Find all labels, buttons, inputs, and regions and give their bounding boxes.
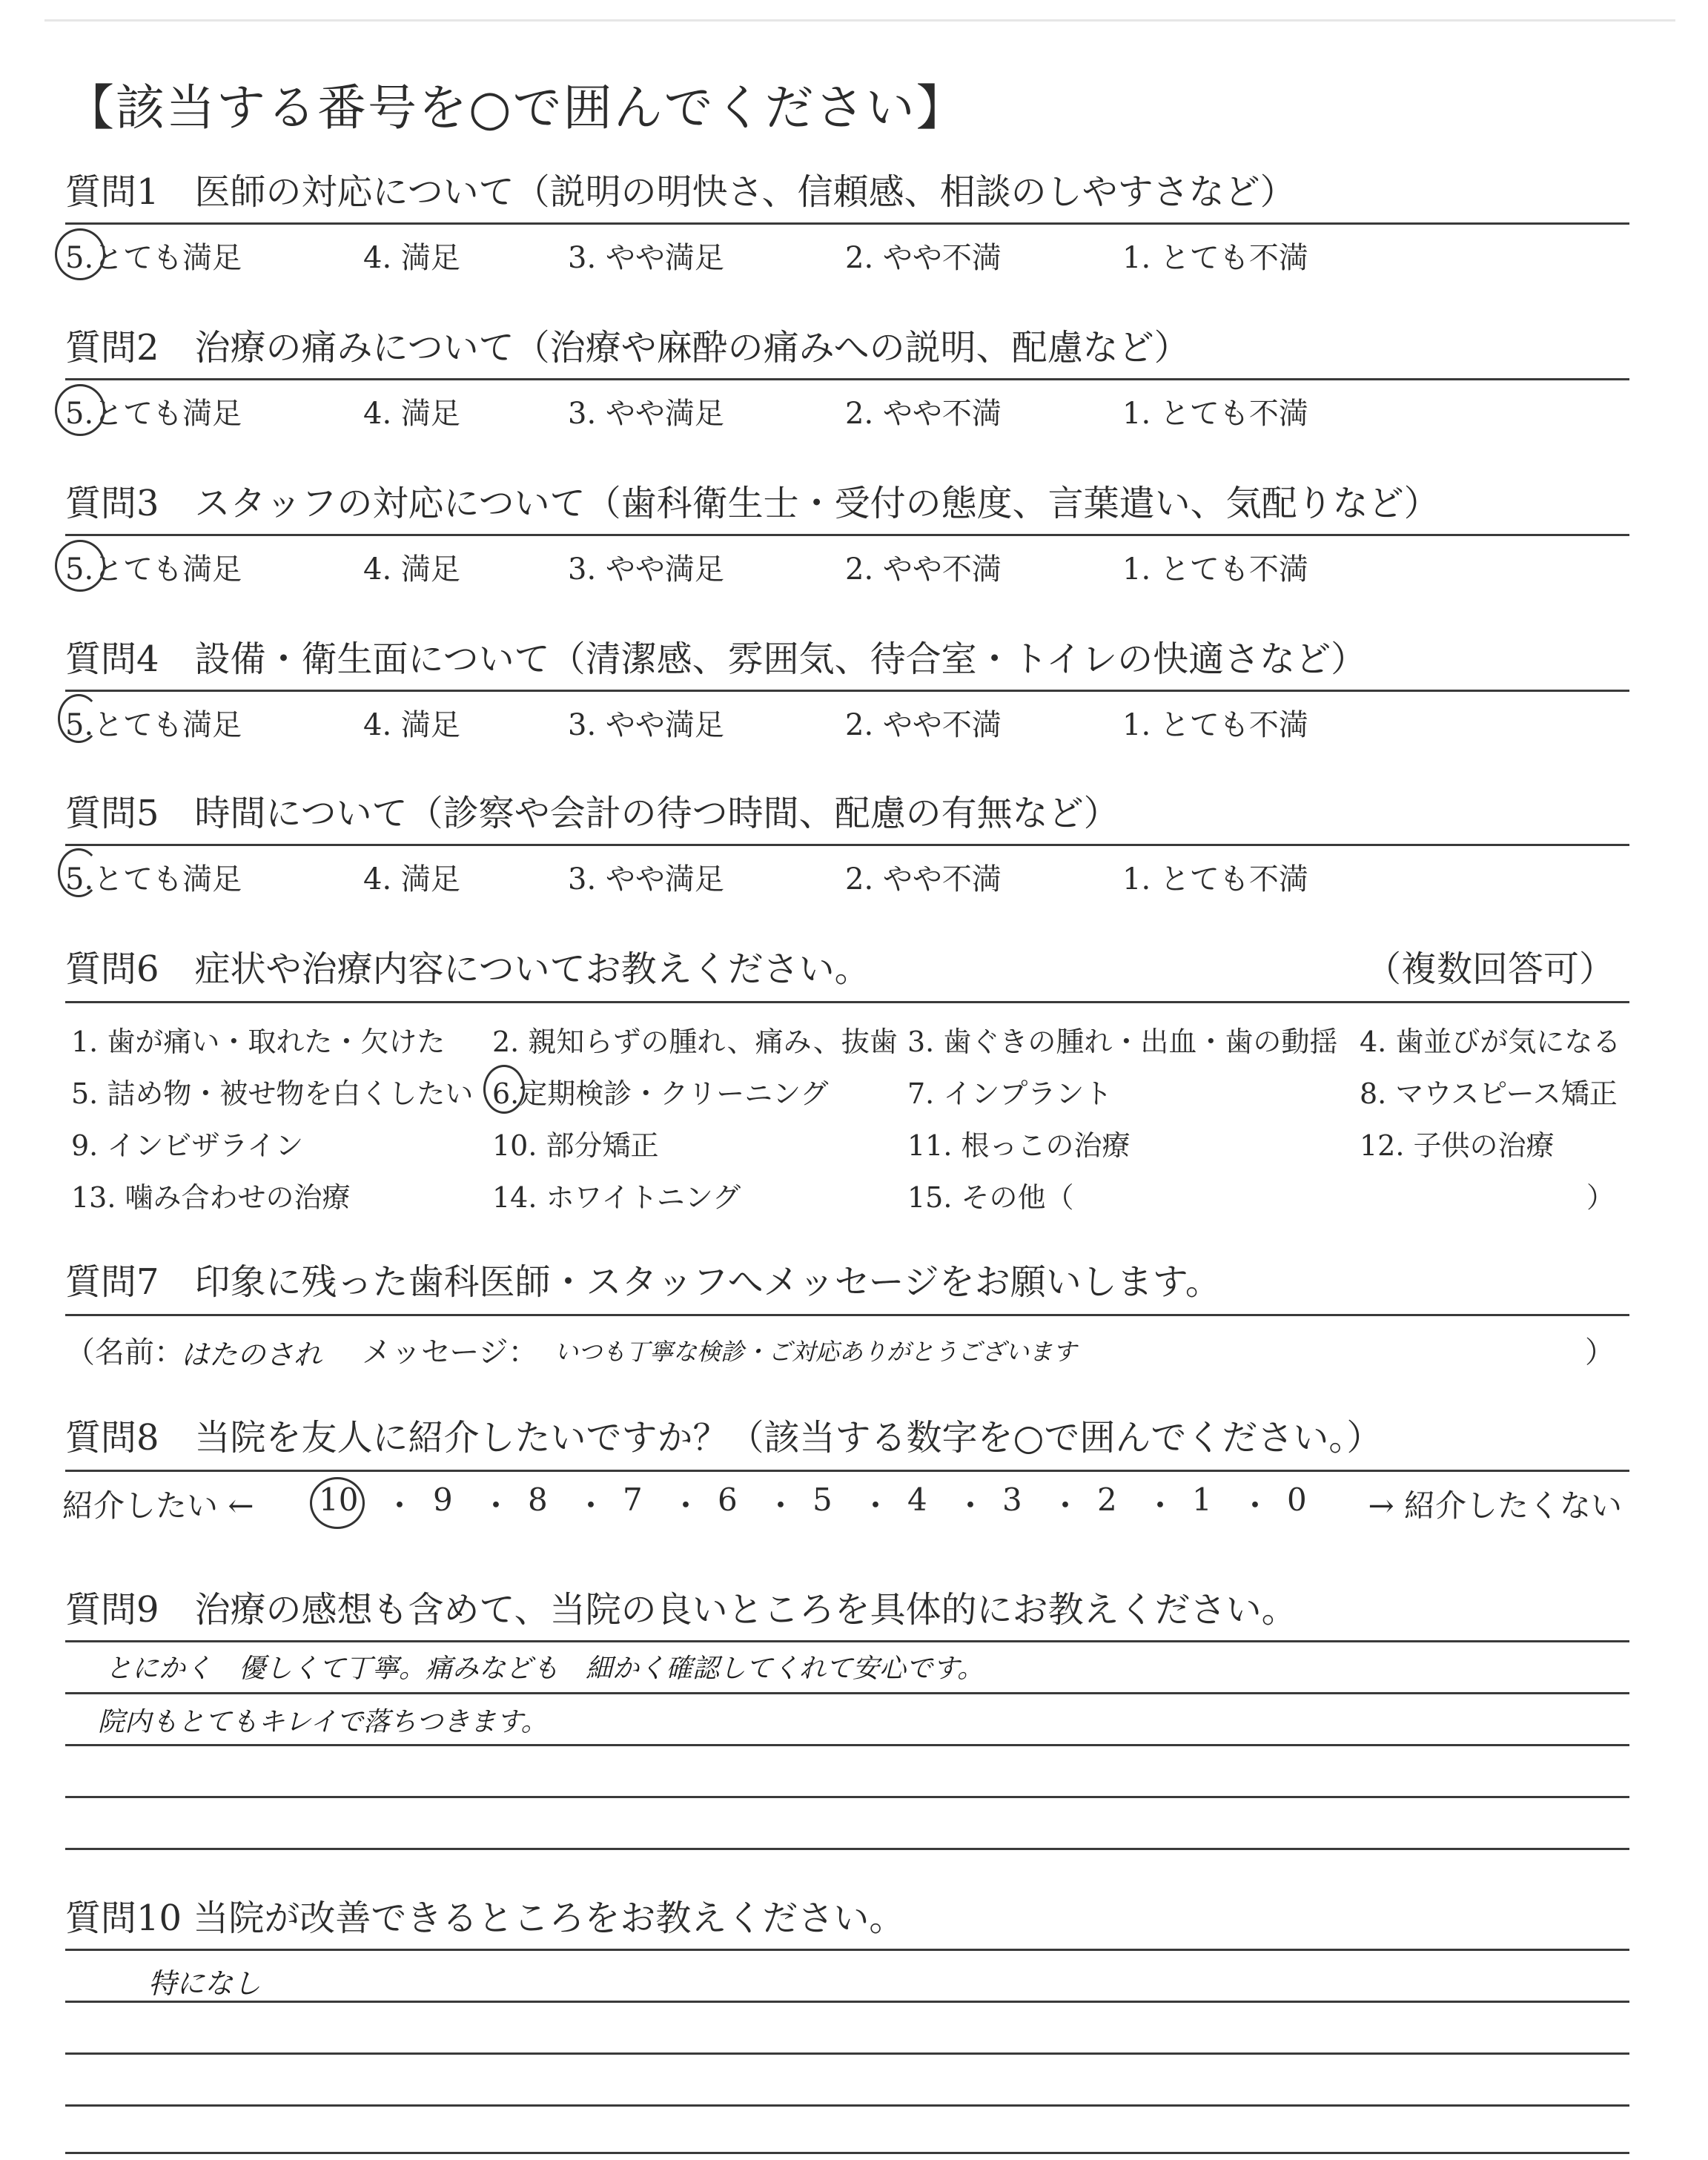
option-4[interactable]: 4. 満足	[363, 552, 460, 587]
scale-5[interactable]: 5	[812, 1482, 833, 1518]
answer-rule	[65, 2104, 1629, 2107]
top-edge-line	[44, 19, 1675, 22]
scale-4[interactable]: 4	[907, 1482, 927, 1518]
option-5[interactable]: 5.とても満足	[65, 552, 242, 587]
selection-circle	[58, 694, 99, 743]
option-1[interactable]: 1. とても不満	[1122, 241, 1308, 275]
question-3-title: 質問3 スタッフの対応について（歯科衛生士・受付の態度、言葉遣い、気配りなど）	[65, 483, 1440, 524]
scale-8[interactable]: 8	[528, 1482, 548, 1518]
name-label: （名前：	[65, 1335, 184, 1370]
option-2[interactable]: 2. やや不満	[845, 241, 1002, 275]
question-2-title: 質問2 治療の痛みについて（治療や麻酔の痛みへの説明、配慮など）	[65, 327, 1190, 369]
option-2[interactable]: 2. やや不満	[845, 708, 1002, 742]
selection-circle	[483, 1065, 525, 1114]
option-2[interactable]: 2. やや不満	[845, 862, 1002, 896]
scale-dot: ・	[670, 1487, 702, 1524]
q6-option-11[interactable]: 11. 根っこの治療	[907, 1129, 1131, 1162]
scale-2[interactable]: 2	[1097, 1482, 1117, 1518]
question-4	[65, 635, 1629, 742]
scale-6[interactable]: 6	[718, 1482, 738, 1518]
multiple-answers-note: （複数回答可）	[1365, 948, 1615, 990]
question-5-rule	[65, 844, 1629, 846]
q6-option-13[interactable]: 13. 噛み合わせの治療	[71, 1181, 351, 1214]
scale-dot: ・	[860, 1487, 892, 1524]
option-4[interactable]: 4. 満足	[363, 397, 460, 431]
question-4-title: 質問4 設備・衛生面について（清潔感、雰囲気、待合室・トイレの快適さなど）	[65, 638, 1367, 680]
scale-right-label: → 紹介したくない	[1368, 1487, 1622, 1524]
q6-option-14[interactable]: 14. ホワイトニング	[492, 1181, 741, 1214]
answer-rule	[65, 1949, 1629, 1951]
q6-option-12[interactable]: 12. 子供の治療	[1360, 1129, 1555, 1162]
option-4[interactable]: 4. 満足	[363, 708, 460, 742]
scale-dot: ・	[480, 1487, 512, 1524]
option-2[interactable]: 2. やや不満	[845, 397, 1002, 431]
answer-rule	[65, 2001, 1629, 2003]
question-6-title: 質問6 症状や治療内容についてお教えください。	[65, 948, 870, 990]
answer-rule	[65, 1640, 1629, 1642]
scale-0[interactable]: 0	[1287, 1482, 1307, 1518]
q6-option-10[interactable]: 10. 部分矯正	[492, 1129, 659, 1162]
option-5[interactable]: 5.とても満足	[65, 708, 242, 742]
scale-dot: ・	[765, 1487, 797, 1524]
selection-circle	[310, 1477, 365, 1529]
question-8-title: 質問8 当院を友人に紹介したいですか？（該当する数字を○で囲んでください。）	[65, 1417, 1383, 1459]
question-7	[65, 1258, 1629, 1371]
q10-answer-line-1[interactable]: 特になし	[148, 1967, 262, 2000]
question-3	[65, 479, 1629, 587]
answer-rule	[65, 1692, 1629, 1694]
question-9-title: 質問9 治療の感想も含めて、当院の良いところを具体的にお教えください。	[65, 1589, 1297, 1631]
selection-circle	[55, 540, 105, 592]
question-1	[65, 168, 1629, 275]
question-5-title: 質問5 時間について（診察や会計の待つ時間、配慮の有無など）	[65, 793, 1119, 834]
q6-option-9[interactable]: 9. インビザライン	[71, 1129, 304, 1162]
question-6-rule	[65, 1001, 1629, 1003]
selection-circle	[55, 228, 105, 280]
option-5[interactable]: 5.とても満足	[65, 397, 242, 431]
option-3[interactable]: 3. やや満足	[568, 397, 724, 431]
message-value[interactable]: いつも丁寧な検診・ご対応ありがとうございます	[555, 1338, 1077, 1366]
option-3[interactable]: 3. やや満足	[568, 241, 724, 275]
answer-rule	[65, 1796, 1629, 1798]
q6-option-5[interactable]: 5. 詰め物・被せ物を白くしたい	[71, 1077, 474, 1110]
option-1[interactable]: 1. とても不満	[1122, 397, 1308, 431]
q9-answer-line-1[interactable]: とにかく 優しくて丁寧。痛みなども 細かく確認してくれて安心です。	[105, 1654, 984, 1684]
answer-rule	[65, 1848, 1629, 1850]
scale-1[interactable]: 1	[1192, 1482, 1212, 1518]
question-8	[62, 1413, 1629, 1524]
q7-answer-row	[65, 1324, 1629, 1376]
q6-option-2[interactable]: 2. 親知らずの腫れ、痛み、抜歯	[492, 1025, 898, 1058]
scale-dot: ・	[1050, 1487, 1082, 1524]
scale-left-label: 紹介したい ←	[62, 1487, 254, 1524]
option-3[interactable]: 3. やや満足	[568, 862, 724, 896]
question-9	[65, 1585, 1629, 1737]
name-value[interactable]: はたのされ	[181, 1338, 322, 1371]
answer-rule	[65, 2152, 1629, 2154]
question-3-rule	[65, 534, 1629, 536]
scale-dot: ・	[1239, 1487, 1271, 1524]
q6-option-8[interactable]: 8. マウスピース矯正	[1360, 1077, 1618, 1110]
answer-rule	[65, 1744, 1629, 1746]
option-5[interactable]: 5.とても満足	[65, 862, 242, 896]
answer-rule	[65, 2052, 1629, 2055]
question-5	[65, 789, 1629, 896]
question-2-rule	[65, 378, 1629, 380]
scale-dot: ・	[384, 1487, 416, 1524]
question-4-rule	[65, 690, 1629, 692]
q6-option-6[interactable]: 6.定期検診・クリーニング	[492, 1077, 829, 1110]
q6-option-15[interactable]: 15. その他（	[907, 1181, 1074, 1214]
message-label: メッセージ：	[362, 1335, 538, 1370]
selection-circle	[58, 848, 99, 897]
question-1-rule	[65, 222, 1629, 225]
selection-circle	[55, 384, 105, 436]
q7-close-paren: ）	[1585, 1335, 1615, 1370]
scale-dot: ・	[575, 1487, 607, 1524]
scale-3[interactable]: 3	[1002, 1482, 1022, 1518]
scale-7[interactable]: 7	[623, 1482, 643, 1518]
question-7-title: 質問7 印象に残った歯科医師・スタッフへメッセージをお願いします。	[65, 1261, 1221, 1303]
question-6	[65, 945, 1629, 1214]
option-5[interactable]: 5.とても満足	[65, 241, 242, 275]
scale-9[interactable]: 9	[433, 1482, 453, 1518]
option-1[interactable]: 1. とても不満	[1122, 708, 1308, 742]
q6-option-3[interactable]: 3. 歯ぐきの腫れ・出血・歯の動揺	[907, 1025, 1338, 1058]
scale-dot: ・	[955, 1487, 987, 1524]
question-2	[65, 323, 1629, 431]
q6-option-1[interactable]: 1. 歯が痛い・取れた・欠けた	[71, 1025, 446, 1058]
scale-dot: ・	[1145, 1487, 1176, 1524]
option-4[interactable]: 4. 満足	[363, 241, 460, 275]
option-1[interactable]: 1. とても不満	[1122, 552, 1308, 587]
q6-option-4[interactable]: 4. 歯並びが気になる	[1360, 1025, 1621, 1058]
option-4[interactable]: 4. 満足	[363, 862, 460, 896]
option-3[interactable]: 3. やや満足	[568, 708, 724, 742]
question-1-title: 質問1 医師の対応について（説明の明快さ、信頼感、相談のしやすさなど）	[65, 171, 1296, 213]
question-8-rule	[65, 1470, 1629, 1472]
option-1[interactable]: 1. とても不満	[1122, 862, 1308, 896]
scale-10[interactable]: 10	[319, 1482, 359, 1518]
page-heading: 【該当する番号を○で囲んでください】	[65, 79, 967, 136]
option-2[interactable]: 2. やや不満	[845, 552, 1002, 587]
q9-answer-line-2[interactable]: 院内もとてもキレイで落ちつきます。	[98, 1707, 548, 1737]
q6-other-close-paren: ）	[1586, 1181, 1615, 1214]
question-10-title: 質問10 当院が改善できるところをお教えください。	[65, 1898, 905, 1939]
question-7-rule	[65, 1314, 1629, 1316]
option-3[interactable]: 3. やや満足	[568, 552, 724, 587]
q6-option-7[interactable]: 7. インプラント	[907, 1077, 1113, 1110]
question-10	[65, 1894, 1629, 2000]
